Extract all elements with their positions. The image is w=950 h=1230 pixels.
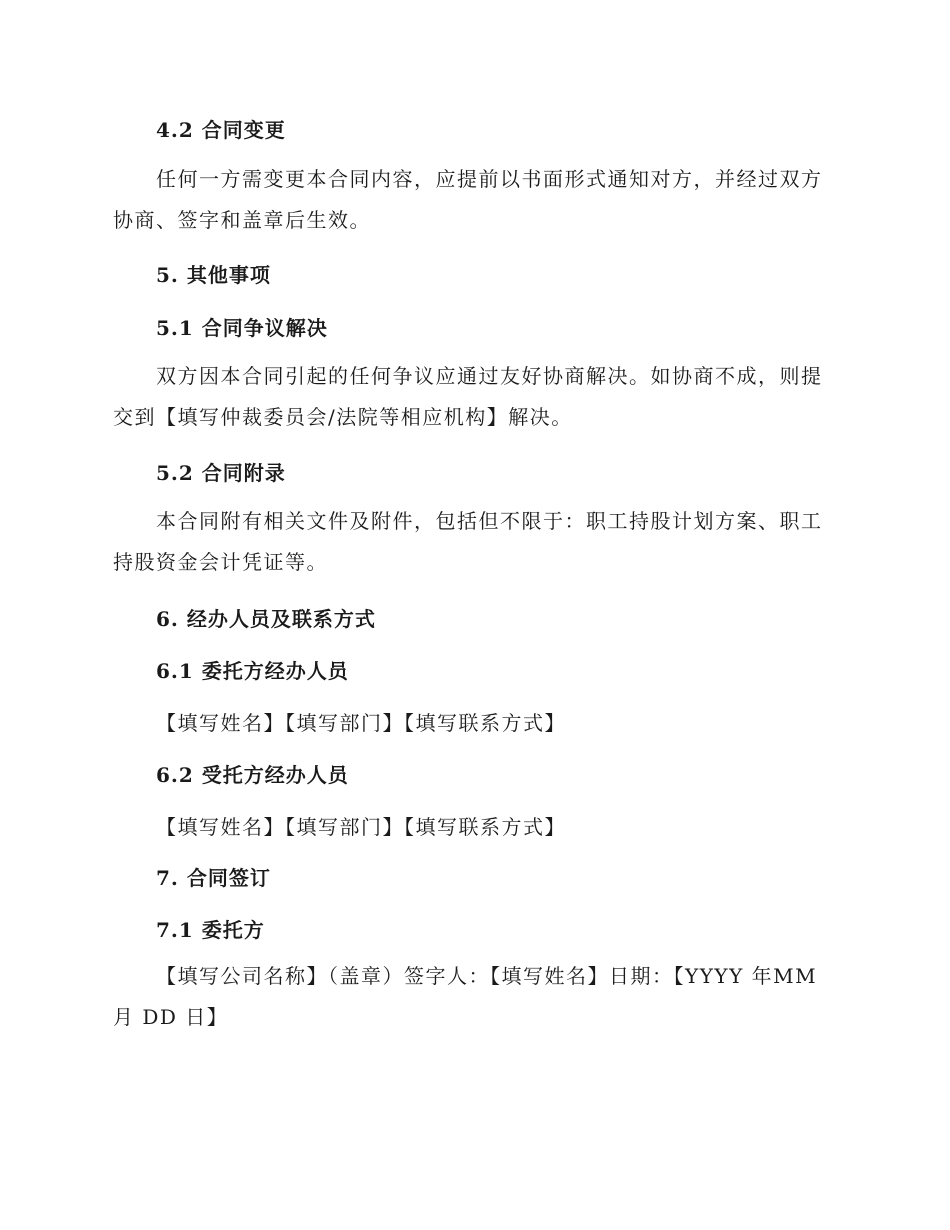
section-5-heading: 5. 其他事项 — [156, 263, 271, 287]
section-7-1-body: 【填写公司名称】（盖章）签字人：【填写姓名】日期：【YYYY 年MM 月 DD 日】 — [113, 964, 818, 1029]
section-5-2-body: 本合同附有相关文件及附件，包括但不限于：职工持股计划方案、职工持股资金会计凭证等。 — [113, 509, 823, 574]
section-5-1-heading: 5.1 合同争议解决 — [156, 316, 328, 340]
section-4-2-body: 任何一方需变更本合同内容，应提前以书面形式通知对方，并经过双方协商、签字和盖章后生效。 — [113, 167, 823, 232]
section-7-heading: 7. 合同签订 — [156, 866, 271, 890]
section-4-2-heading: 4.2 合同变更 — [156, 118, 286, 142]
section-6-2-heading: 6.2 受托方经办人员 — [156, 763, 349, 787]
section-6-heading: 6. 经办人员及联系方式 — [156, 607, 376, 631]
section-5-1-body: 双方因本合同引起的任何争议应通过友好协商解决。如协商不成，则提交到【填写仲裁委员会/法院等相应机构】解决。 — [113, 364, 823, 429]
section-6-1-body: 【填写姓名】【填写部门】【填写联系方式】 — [156, 711, 566, 735]
section-6-2-body: 【填写姓名】【填写部门】【填写联系方式】 — [156, 815, 566, 839]
section-6-1-heading: 6.1 委托方经办人员 — [156, 659, 349, 683]
section-7-1-heading: 7.1 委托方 — [156, 918, 265, 942]
section-5-2-heading: 5.2 合同附录 — [156, 461, 286, 485]
